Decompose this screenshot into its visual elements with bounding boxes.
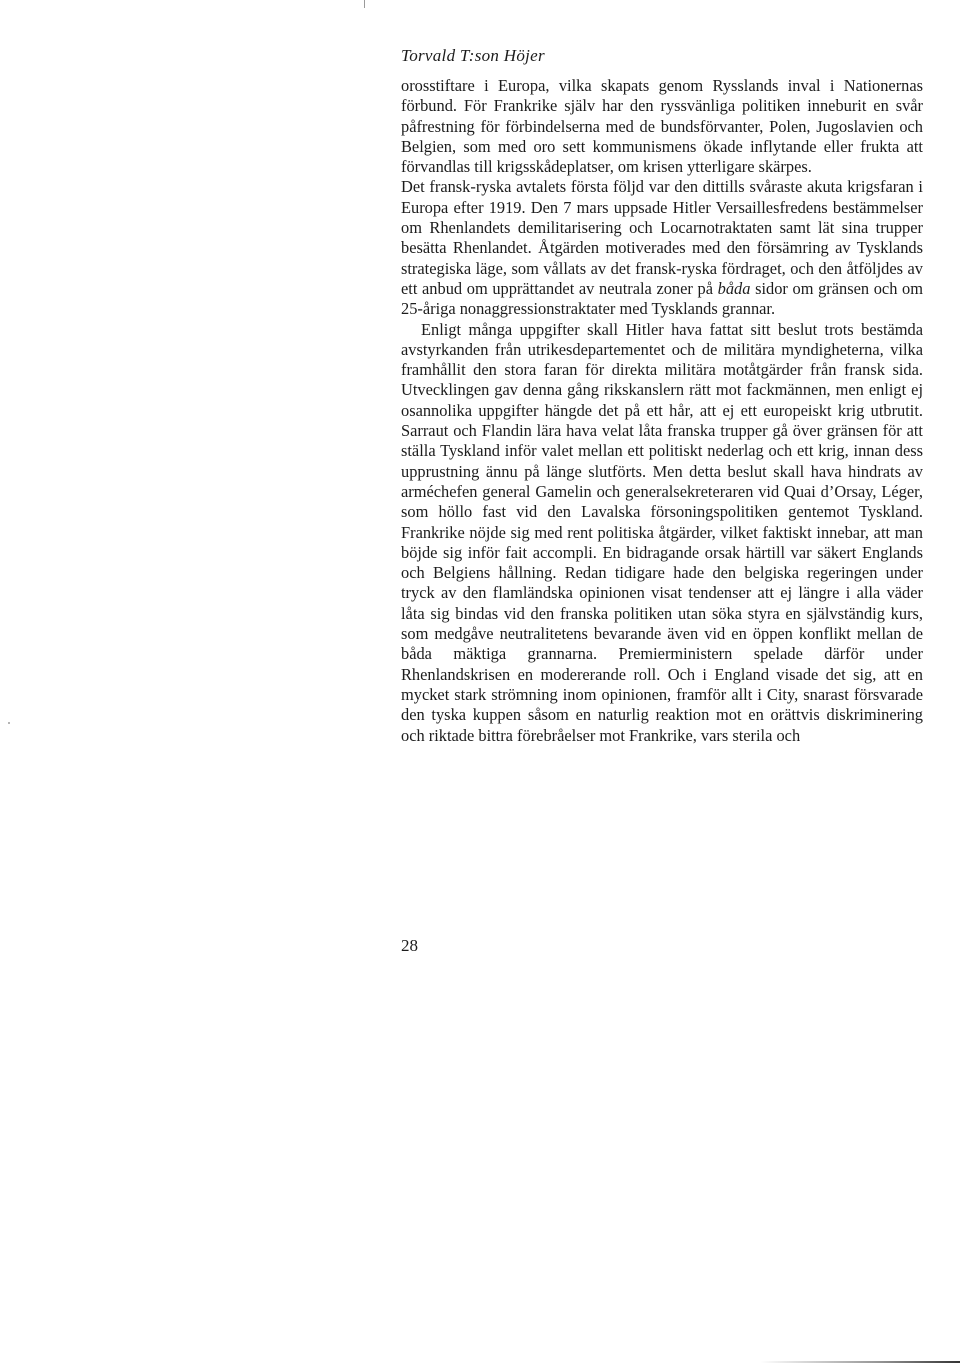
running-head-author: Torvald T:son Höjer bbox=[401, 46, 545, 65]
paragraph-2-text: Det fransk-ryska avtalets första följd var den dittills svåraste akuta krigsfaran i Europa efter 1919. Den 7 mars uppsade Hitler Versaillesfredens bestämmelser om Rhenlandets demilitarisering och Locarnotraktaten samt lät sina trupper besätta Rhenlandet. Åtgärden motiverades med den försämring av Tysklands strategiska läge, som vållats av det fransk-ryska fördraget, och den åtföljdes av ett anbud om upprättandet av neutrala zoner på bbox=[401, 177, 923, 298]
scan-artifact-top bbox=[364, 0, 365, 8]
paragraph-1: orosstiftare i Europa, vilka skapats genom Rysslands inval i Nationernas förbund. För Frankrike själv har den ryssvänliga politiken inneburit en svår påfrestning för förbindelserna med de bundsförvanter, Polen, Jugoslavien och Belgien, som med oro sett kommunismens ökade inflytande eller frukta att förvandlas till krigsskådeplatser, om krisen ytterligare skärpes. bbox=[401, 76, 923, 177]
scan-artifact-bottom bbox=[760, 1361, 960, 1363]
scan-artifact-left bbox=[8, 722, 10, 724]
body-text bbox=[401, 76, 923, 746]
paragraph-3: Enligt många uppgifter skall Hitler hava fattat sitt beslut trots bestämda avstyrkanden från utrikesdepartementet och de militära myndigheterna, vilka framhållit den stora faran för direkta militära motåtgärder från fransk sida. Utvecklingen gav denna gång rikskanslern rätt mot fackmännen, men enligt ej osannolika uppgifter hängde det på ett hår, att ej ett europeiskt krig utbrutit. Sarraut och Flandin lära hava velat låta franska trupper gå över gränsen för att ställa Tyskland inför valet mellan ett politiskt nederlag och ett krig, innan dess upprustning ännu på länge slutförts. Men detta beslut skall hava hindrats av arméchefen general Gamelin och generalsekreteraren vid Quai d’Orsay, Léger, som höllo fast vid den Lavalska försoningspolitiken gentemot Tyskland. Frankrike nöjde sig med rent politiska åtgärder, vilket faktiskt innebar, att man böjde sig inför fait accompli. En bidragande orsak härtill var säkert Englands och Belgiens hållning. Redan tidigare hade den belgiska regeringen under tryck av den flamländska opinionen visat tendenser att ej längre i alla väder låta sig bindas vid den franska politiken utan söka styra en självständig kurs, som medgåve neutralitetens bevarande även vid en öppen konflikt mellan de båda mäktiga grannarna. Premierministern spelade därför under Rhenlandskrisen en modererande roll. Och i England visade det sig, att en mycket stark strömning inom opinionen, framför allt i City, snarast försvarade den tyska kuppen såsom en naturlig reaktion mot en orättvis diskriminering och riktade bittra förebråelser mot Frankrike, vars sterila och bbox=[401, 319, 923, 745]
paragraph-2 bbox=[401, 177, 923, 319]
paragraph-2-tail: sidor om gränsen och om 25-åriga nonaggressionstraktater med Tysklands grannar. bbox=[401, 278, 923, 319]
emphasis-bada: båda bbox=[717, 278, 751, 298]
page-number: 28 bbox=[401, 936, 418, 955]
